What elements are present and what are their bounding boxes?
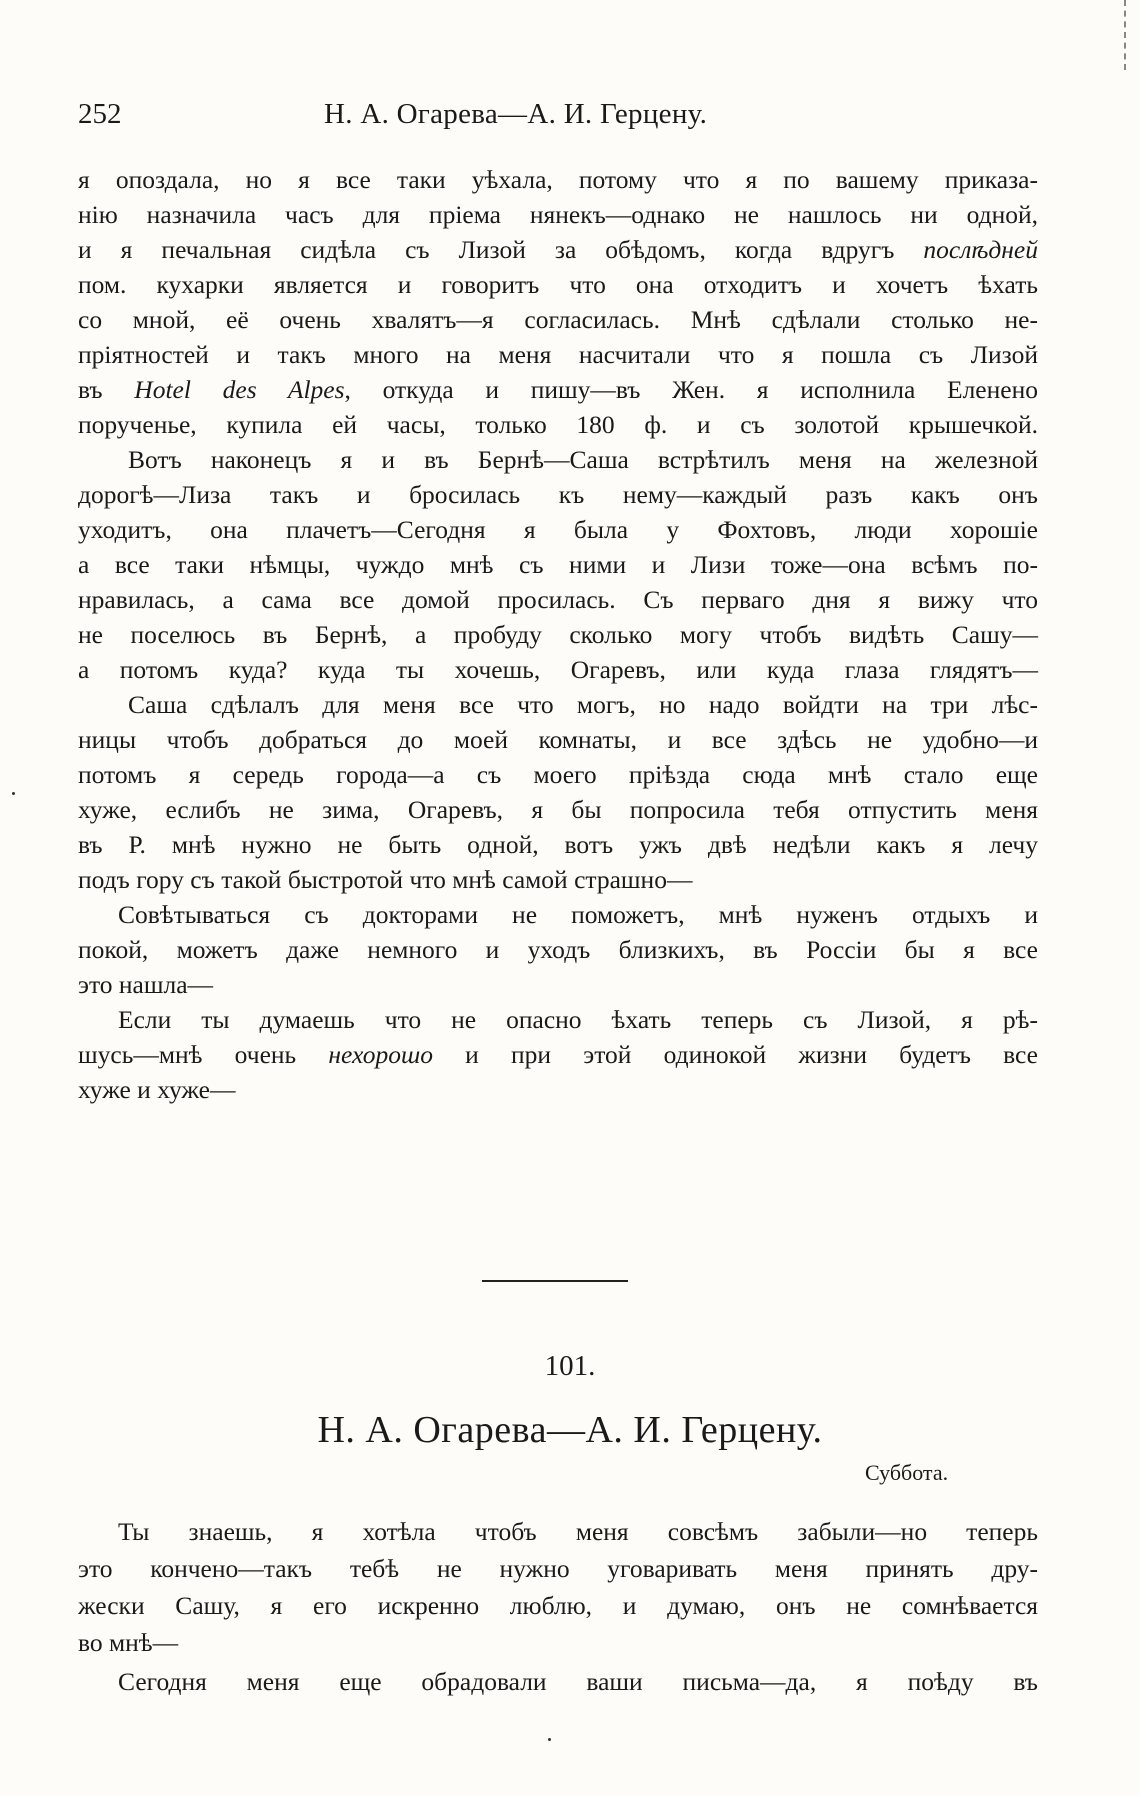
text-line: и я печальная сидѣла съ Лизой за обѣдомъ, когда вдругъ послѣдней: [78, 235, 1038, 264]
text-line: шусь—мнѣ очень нехорошо и при этой одинокой жизни будетъ все: [78, 1040, 1038, 1069]
text-line: нію назначила часъ для пріема нянекъ—однако не нашлось ни одной,: [78, 200, 1038, 229]
letter-text-line: жески Сашу, я его искренно люблю, и думаю, онъ не сомнѣвается: [78, 1591, 1038, 1620]
text-line: со мной, её очень хвалятъ—я согласилась. Мнѣ сдѣлали столько не-: [78, 305, 1038, 334]
page-edge-mark: [1124, 0, 1138, 70]
italic-word: послѣдней: [923, 235, 1038, 264]
text-line: уходитъ, она плачетъ—Сегодня я была у Фохтовъ, люди хорошіе: [78, 515, 1038, 544]
page-header: [78, 98, 1058, 138]
letter-text-line: Сегодня меня еще обрадовали ваши письма—да, я поѣду въ: [118, 1667, 1038, 1696]
text-line: въ Hotel des Alpes, откуда и пишу—въ Жен. я исполнила Еленено: [78, 375, 1038, 404]
text-line: хуже и хуже—: [78, 1075, 236, 1104]
letter-title: Н. А. Огарева—А. И. Герцену.: [317, 1409, 823, 1451]
speck: [12, 792, 15, 795]
text-line: Вотъ наконецъ я и въ Бернѣ—Саша встрѣтилъ меня на железной: [128, 445, 1038, 474]
text-line: Совѣтываться съ докторами не поможетъ, мнѣ нуженъ отдыхъ и: [118, 900, 1038, 929]
text-line: хуже, еслибъ не зима, Огаревъ, я бы попросила тебя отпустить меня: [78, 795, 1038, 824]
text-line: а потомъ куда? куда ты хочешь, Огаревъ, или куда глаза глядятъ—: [78, 655, 1038, 684]
letter-number: 101.: [544, 1350, 596, 1382]
running-title: Н. А. Огарева—А. И. Герцену.: [324, 98, 708, 130]
text-line: я опоздала, но я все таки уѣхала, потому что я по вашему приказа-: [78, 165, 1038, 194]
speck: [548, 1738, 551, 1741]
text-line: не поселюсь въ Бернѣ, а пробуду сколько могу чтобъ видѣть Сашу—: [78, 620, 1038, 649]
text-line: порученье, купила ей часы, только 180 ф. и съ золотой крышечкой.: [78, 410, 1038, 439]
letter-text-line: это кончено—такъ тебѣ не нужно уговаривать меня принять дру-: [78, 1554, 1038, 1583]
text-line: пом. кухарки является и говоритъ что она отходитъ и хочетъ ѣхать: [78, 270, 1038, 299]
text-line: Если ты думаешь что не опасно ѣхать теперь съ Лизой, я рѣ-: [118, 1005, 1038, 1034]
section-divider: [482, 1280, 628, 1282]
letter-text-line: Ты знаешь, я хотѣла чтобъ меня совсѣмъ забыли—но теперь: [118, 1517, 1038, 1546]
text-line: дорогѣ—Лиза такъ и бросилась къ нему—каждый разъ какъ онъ: [78, 480, 1038, 509]
text-line: а все таки нѣмцы, чуждо мнѣ съ ними и Лизи тоже—она всѣмъ по-: [78, 550, 1038, 579]
text-line: подъ гору съ такой быстротой что мнѣ самой страшно—: [78, 865, 693, 894]
page-number: 252: [78, 98, 122, 130]
text-line: въ Р. мнѣ нужно не быть одной, вотъ ужъ двѣ недѣли какъ я лечу: [78, 830, 1038, 859]
text-line: это нашла—: [78, 970, 214, 999]
text-line: покой, можетъ даже немного и уходъ близкихъ, въ Россіи бы я все: [78, 935, 1038, 964]
italic-word: нехорошо: [328, 1040, 433, 1069]
text-line: пріятностей и такъ много на меня насчитали что я пошла съ Лизой: [78, 340, 1038, 369]
text-line: потомъ я середь города—а съ моего пріѣзда сюда мнѣ стало еще: [78, 760, 1038, 789]
letter-text-line: во мнѣ—: [78, 1628, 179, 1657]
letter-weekday: Суббота.: [865, 1460, 949, 1485]
text-line: ницы чтобъ добраться до моей комнаты, и все здѣсь не удобно—и: [78, 725, 1038, 754]
italic-hotel-name: Hotel des Alpes: [134, 375, 345, 404]
text-line: Саша сдѣлалъ для меня все что могъ, но надо войдти на три лѣс-: [128, 690, 1038, 719]
text-line: нравилась, а сама все домой просилась. Съ перваго дня я вижу что: [78, 585, 1038, 614]
